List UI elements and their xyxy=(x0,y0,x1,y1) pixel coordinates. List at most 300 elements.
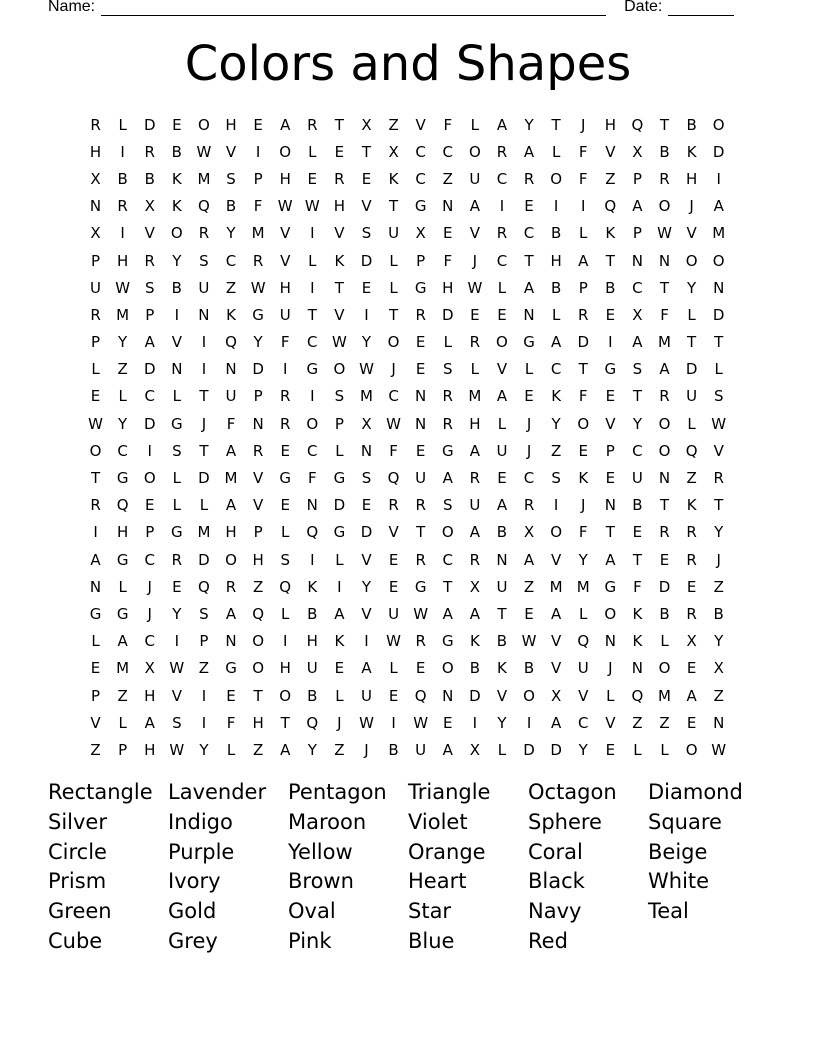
grid-letter: I xyxy=(364,632,369,651)
grid-letter: P xyxy=(632,224,642,243)
grid-letter: G xyxy=(604,360,617,379)
grid-letter: R xyxy=(334,169,345,188)
word-bank-item: Indigo xyxy=(168,809,233,834)
grid-letter: O xyxy=(658,197,671,216)
grid-letter: M xyxy=(576,577,590,596)
grid-letter: P xyxy=(253,387,263,406)
grid-letter: P xyxy=(118,740,128,759)
grid-letter: C xyxy=(496,251,508,270)
grid-letter: M xyxy=(658,686,671,705)
grid-letter: M xyxy=(658,333,671,352)
grid-letter: Z xyxy=(388,115,399,134)
grid-letter: X xyxy=(632,305,643,324)
grid-letter: K xyxy=(686,496,697,515)
grid-letter: Z xyxy=(225,278,237,297)
grid-letter: T xyxy=(388,197,399,216)
grid-letter: G xyxy=(89,604,102,623)
grid-letter: A xyxy=(361,659,372,678)
grid-letter: N xyxy=(604,632,616,651)
grid-letter: G xyxy=(523,333,535,352)
grid-letter: A xyxy=(442,604,453,623)
grid-letter: W xyxy=(169,659,185,678)
grid-letter: Q xyxy=(116,496,129,515)
grid-letter: M xyxy=(197,523,211,542)
grid-letter: L xyxy=(226,740,236,759)
grid-letter: O xyxy=(252,632,265,651)
grid-letter: T xyxy=(334,278,344,297)
grid-letter: T xyxy=(443,577,453,596)
grid-letter: R xyxy=(686,523,697,542)
grid-letter: K xyxy=(334,632,345,651)
grid-letter: A xyxy=(523,278,535,297)
grid-letter: S xyxy=(361,469,372,488)
grid-letter: M xyxy=(360,387,373,406)
grid-letter: K xyxy=(632,604,643,623)
grid-letter: O xyxy=(685,251,698,270)
grid-letter: V xyxy=(280,224,291,243)
grid-letter: W xyxy=(331,333,347,352)
grid-letter: A xyxy=(523,550,535,569)
grid-letter: B xyxy=(659,604,670,623)
date-label: Date: xyxy=(624,0,663,15)
grid-letter: M xyxy=(468,387,482,406)
grid-letter: P xyxy=(416,251,426,270)
word-bank-item: Ivory xyxy=(168,869,221,894)
grid-letter: Q xyxy=(414,686,427,705)
grid-letter: R xyxy=(144,142,155,161)
grid-letter: G xyxy=(441,632,454,651)
grid-letter: O xyxy=(252,659,265,678)
grid-letter: R xyxy=(279,414,291,433)
grid-letter: G xyxy=(116,469,129,488)
grid-row xyxy=(82,682,732,709)
word-bank-item: Triangle xyxy=(408,780,491,804)
grid-letter: E xyxy=(524,197,534,216)
grid-letter: J xyxy=(147,577,152,596)
grid-letter: A xyxy=(442,740,453,759)
grid-letter: V xyxy=(280,251,291,270)
grid-letter: E xyxy=(90,387,101,406)
grid-letter: L xyxy=(606,686,615,705)
grid-letter: D xyxy=(577,333,590,352)
grid-letter: A xyxy=(469,604,480,623)
grid-letter: Q xyxy=(306,523,319,542)
grid-letter: L xyxy=(470,115,480,134)
letter-grid xyxy=(82,111,732,764)
grid-letter: U xyxy=(388,224,400,243)
grid-letter: K xyxy=(226,305,236,324)
grid-letter: L xyxy=(118,713,127,732)
grid-letter: L xyxy=(118,387,127,406)
word-bank-item: Green xyxy=(48,899,112,924)
grid-letter: N xyxy=(496,550,508,569)
grid-letter: C xyxy=(442,550,453,569)
grid-letter: V xyxy=(605,142,616,161)
grid-letter: I xyxy=(310,224,315,243)
grid-letter: O xyxy=(279,142,292,161)
grid-letter: I xyxy=(174,632,180,651)
grid-letter: P xyxy=(334,414,344,433)
grid-letter: X xyxy=(361,414,372,433)
grid-letter: N xyxy=(442,686,454,705)
grid-letter: A xyxy=(551,604,562,623)
date-blank-line[interactable] xyxy=(668,1,734,16)
grid-letter: S xyxy=(443,360,453,379)
grid-letter: A xyxy=(713,197,724,216)
grid-letter: Z xyxy=(252,577,264,596)
grid-letter: E xyxy=(686,659,697,678)
grid-letter: U xyxy=(496,577,508,596)
grid-letter: N xyxy=(658,251,671,270)
grid-letter: X xyxy=(388,142,399,161)
grid-letter: I xyxy=(553,197,559,216)
grid-letter: L xyxy=(172,387,181,406)
word-bank-item: Pink xyxy=(288,928,332,953)
grid-letter: O xyxy=(577,414,590,433)
grid-letter: X xyxy=(523,523,535,542)
grid-letter: W xyxy=(413,604,429,623)
grid-letter: F xyxy=(253,197,263,216)
grid-letter: X xyxy=(469,577,480,596)
grid-letter: Z xyxy=(117,360,128,379)
grid-letter: C xyxy=(415,169,426,188)
grid-row xyxy=(82,519,732,546)
grid-letter: G xyxy=(252,305,264,324)
grid-letter: C xyxy=(144,387,155,406)
grid-letter: E xyxy=(144,496,155,515)
grid-letter: R xyxy=(442,387,453,406)
grid-letter: Q xyxy=(387,469,400,488)
grid-letter: T xyxy=(578,360,588,379)
grid-letter: L xyxy=(551,142,561,161)
grid-letter: R xyxy=(198,224,210,243)
grid-letter: S xyxy=(334,387,345,406)
grid-letter: H xyxy=(442,278,454,297)
grid-letter: J xyxy=(716,550,721,569)
grid-letter: G xyxy=(333,469,346,488)
grid-letter: T xyxy=(361,142,372,161)
grid-letter: H xyxy=(279,659,291,678)
grid-letter: H xyxy=(604,115,616,134)
grid-letter: A xyxy=(442,469,453,488)
grid-letter: R xyxy=(496,224,508,243)
grid-letter: V xyxy=(713,441,724,460)
grid-letter: Z xyxy=(117,686,128,705)
grid-letter: Y xyxy=(361,577,372,596)
grid-letter: I xyxy=(364,305,369,324)
grid-letter: L xyxy=(118,115,127,134)
grid-letter: O xyxy=(712,115,725,134)
grid-letter: W xyxy=(304,197,320,216)
grid-letter: L xyxy=(660,632,669,651)
grid-letter: H xyxy=(333,197,346,216)
grid-letter: T xyxy=(659,496,670,515)
grid-letter: O xyxy=(712,251,725,270)
grid-letter: R xyxy=(415,550,426,569)
grid-letter: T xyxy=(497,604,507,623)
word-bank-item: Maroon xyxy=(288,809,367,834)
grid-letter: Y xyxy=(226,224,236,243)
word-bank-item: Pentagon xyxy=(288,780,387,804)
grid-letter: O xyxy=(170,224,183,243)
grid-letter: R xyxy=(388,496,399,515)
grid-letter: Z xyxy=(632,713,643,732)
grid-letter: L xyxy=(497,414,507,433)
grid-letter: E xyxy=(659,550,670,569)
grid-letter: L xyxy=(389,251,398,270)
grid-letter: A xyxy=(334,604,345,623)
grid-letter: I xyxy=(472,713,478,732)
grid-letter: V xyxy=(252,496,264,515)
grid-letter: D xyxy=(143,360,156,379)
grid-letter: F xyxy=(443,115,453,134)
grid-letter: A xyxy=(144,333,155,352)
grid-letter: Q xyxy=(685,441,698,460)
grid-letter: V xyxy=(469,224,480,243)
grid-letter: E xyxy=(524,604,534,623)
grid-letter: L xyxy=(579,604,588,623)
grid-letter: E xyxy=(605,387,616,406)
grid-letter: M xyxy=(251,224,265,243)
grid-letter: C xyxy=(496,169,508,188)
grid-letter: N xyxy=(713,278,725,297)
grid-row xyxy=(82,464,732,491)
grid-letter: Q xyxy=(631,115,644,134)
grid-letter: V xyxy=(225,142,237,161)
grid-letter: T xyxy=(90,469,101,488)
grid-row xyxy=(82,329,732,356)
grid-letter: W xyxy=(657,224,672,243)
grid-letter: Z xyxy=(713,686,724,705)
grid-letter: U xyxy=(279,305,291,324)
grid-letter: Y xyxy=(524,115,534,134)
grid-letter: S xyxy=(551,469,561,488)
grid-letter: Y xyxy=(578,740,588,759)
grid-letter: O xyxy=(523,686,535,705)
grid-letter: I xyxy=(337,577,342,596)
word-bank-item: Rectangle xyxy=(48,780,153,804)
grid-letter: L xyxy=(660,740,669,759)
grid-letter: V xyxy=(605,713,616,732)
grid-letter: S xyxy=(199,251,209,270)
grid-letter: X xyxy=(469,740,480,759)
grid-letter: P xyxy=(91,686,101,705)
grid-letter: L xyxy=(714,360,723,379)
grid-letter: R xyxy=(90,496,101,515)
grid-letter: X xyxy=(713,659,724,678)
grid-letter: T xyxy=(307,305,317,324)
grid-letter: Q xyxy=(198,197,210,216)
grid-row xyxy=(82,193,732,220)
grid-row xyxy=(82,600,732,627)
grid-letter: W xyxy=(359,713,374,732)
grid-letter: C xyxy=(117,441,128,460)
grid-letter: A xyxy=(225,441,237,460)
grid-letter: W xyxy=(250,278,266,297)
grid-letter: Y xyxy=(687,278,697,297)
grid-letter: R xyxy=(117,197,128,216)
grid-letter: B xyxy=(496,632,508,651)
grid-letter: V xyxy=(144,224,155,243)
grid-letter: L xyxy=(91,632,100,651)
grid-letter: E xyxy=(226,686,236,705)
grid-letter: E xyxy=(334,142,345,161)
grid-letter: V xyxy=(334,305,345,324)
grid-letter: H xyxy=(144,686,156,705)
grid-letter: R xyxy=(90,305,101,324)
grid-letter: Z xyxy=(334,740,345,759)
grid-letter: V xyxy=(605,414,616,433)
grid-letter: S xyxy=(632,360,643,379)
grid-letter: W xyxy=(277,197,293,216)
grid-letter: O xyxy=(658,441,671,460)
grid-letter: R xyxy=(252,251,264,270)
grid-letter: B xyxy=(388,740,399,759)
grid-letter: J xyxy=(391,360,396,379)
grid-letter: J xyxy=(364,740,369,759)
grid-letter: D xyxy=(360,251,373,270)
grid-letter: Q xyxy=(252,604,265,623)
word-bank-item: Violet xyxy=(408,809,468,834)
grid-letter: A xyxy=(632,197,643,216)
grid-letter: G xyxy=(604,577,617,596)
grid-letter: W xyxy=(196,142,212,161)
grid-letter: U xyxy=(360,686,372,705)
grid-letter: A xyxy=(551,333,562,352)
grid-letter: U xyxy=(469,496,481,515)
grid-letter: S xyxy=(172,441,182,460)
grid-letter: V xyxy=(171,333,182,352)
grid-row xyxy=(82,383,732,410)
grid-letter: J xyxy=(689,197,694,216)
grid-letter: V xyxy=(551,632,562,651)
grid-letter: E xyxy=(415,333,426,352)
grid-letter: L xyxy=(335,686,344,705)
grid-letter: J xyxy=(337,713,342,732)
grid-letter: E xyxy=(415,360,426,379)
grid-letter: Q xyxy=(577,632,590,651)
grid-letter: X xyxy=(144,197,155,216)
grid-letter: J xyxy=(581,496,586,515)
grid-letter: V xyxy=(551,659,562,678)
name-blank-line[interactable] xyxy=(101,1,606,16)
grid-letter: E xyxy=(524,387,534,406)
grid-letter: T xyxy=(632,387,642,406)
word-bank-item: Diamond xyxy=(648,780,743,804)
grid-letter: E xyxy=(90,659,101,678)
grid-letter: Z xyxy=(523,577,535,596)
grid-letter: L xyxy=(389,278,398,297)
grid-letter: E xyxy=(280,496,290,515)
grid-letter: T xyxy=(388,305,399,324)
grid-letter: Y xyxy=(632,414,642,433)
grid-letter: Z xyxy=(252,740,264,759)
grid-letter: D xyxy=(658,577,671,596)
grid-letter: L xyxy=(524,360,534,379)
grid-letter: R xyxy=(171,550,183,569)
grid-letter: S xyxy=(199,604,209,623)
grid-letter: E xyxy=(632,523,643,542)
grid-letter: K xyxy=(578,469,589,488)
grid-letter: P xyxy=(253,169,263,188)
grid-letter: O xyxy=(306,414,319,433)
word-bank-item: Blue xyxy=(408,928,455,953)
word-bank-item: Purple xyxy=(168,839,235,864)
grid-letter: V xyxy=(361,604,372,623)
grid-letter: W xyxy=(521,632,537,651)
grid-letter: D xyxy=(685,360,698,379)
grid-letter: L xyxy=(281,604,290,623)
grid-letter: R xyxy=(279,387,291,406)
grid-letter: E xyxy=(307,169,318,188)
grid-row xyxy=(82,165,732,192)
grid-letter: F xyxy=(389,441,398,460)
grid-letter: G xyxy=(306,360,319,379)
grid-letter: Q xyxy=(604,197,617,216)
grid-letter: A xyxy=(578,251,589,270)
grid-letter: I xyxy=(282,360,288,379)
grid-letter: X xyxy=(90,169,101,188)
grid-letter: K xyxy=(497,659,507,678)
grid-letter: Y xyxy=(361,333,372,352)
grid-letter: E xyxy=(172,577,182,596)
grid-letter: I xyxy=(716,169,721,188)
grid-letter: T xyxy=(280,713,290,732)
grid-letter: I xyxy=(93,523,98,542)
grid-letter: G xyxy=(116,550,129,569)
grid-letter: I xyxy=(120,224,125,243)
grid-letter: E xyxy=(415,659,426,678)
grid-letter: H xyxy=(89,142,102,161)
grid-letter: R xyxy=(90,115,101,134)
grid-letter: F xyxy=(280,333,290,352)
grid-letter: I xyxy=(310,387,315,406)
grid-row xyxy=(82,274,732,301)
word-bank-item: Octagon xyxy=(528,780,617,804)
grid-letter: O xyxy=(279,686,292,705)
grid-letter: H xyxy=(279,169,291,188)
grid-row xyxy=(82,628,732,655)
grid-letter: I xyxy=(201,333,207,352)
grid-letter: I xyxy=(120,142,125,161)
grid-letter: O xyxy=(550,523,563,542)
grid-row xyxy=(82,301,732,328)
grid-letter: C xyxy=(632,278,643,297)
grid-letter: E xyxy=(497,469,507,488)
grid-letter: F xyxy=(226,414,236,433)
grid-letter: S xyxy=(280,550,290,569)
grid-letter: O xyxy=(496,333,508,352)
grid-letter: R xyxy=(469,550,481,569)
grid-letter: N xyxy=(89,197,102,216)
grid-letter: T xyxy=(714,496,724,515)
grid-letter: E xyxy=(686,713,697,732)
grid-letter: L xyxy=(551,305,561,324)
grid-letter: I xyxy=(553,496,559,515)
grid-letter: B xyxy=(225,197,237,216)
grid-row xyxy=(82,492,732,519)
grid-letter: D xyxy=(360,523,373,542)
grid-letter: L xyxy=(497,740,507,759)
grid-letter: L xyxy=(335,550,344,569)
grid-letter: L xyxy=(470,360,480,379)
grid-letter: A xyxy=(605,550,616,569)
grid-letter: V xyxy=(361,550,372,569)
grid-letter: P xyxy=(253,523,263,542)
grid-letter: H xyxy=(252,550,264,569)
grid-letter: R xyxy=(469,469,481,488)
grid-letter: E xyxy=(470,305,480,324)
